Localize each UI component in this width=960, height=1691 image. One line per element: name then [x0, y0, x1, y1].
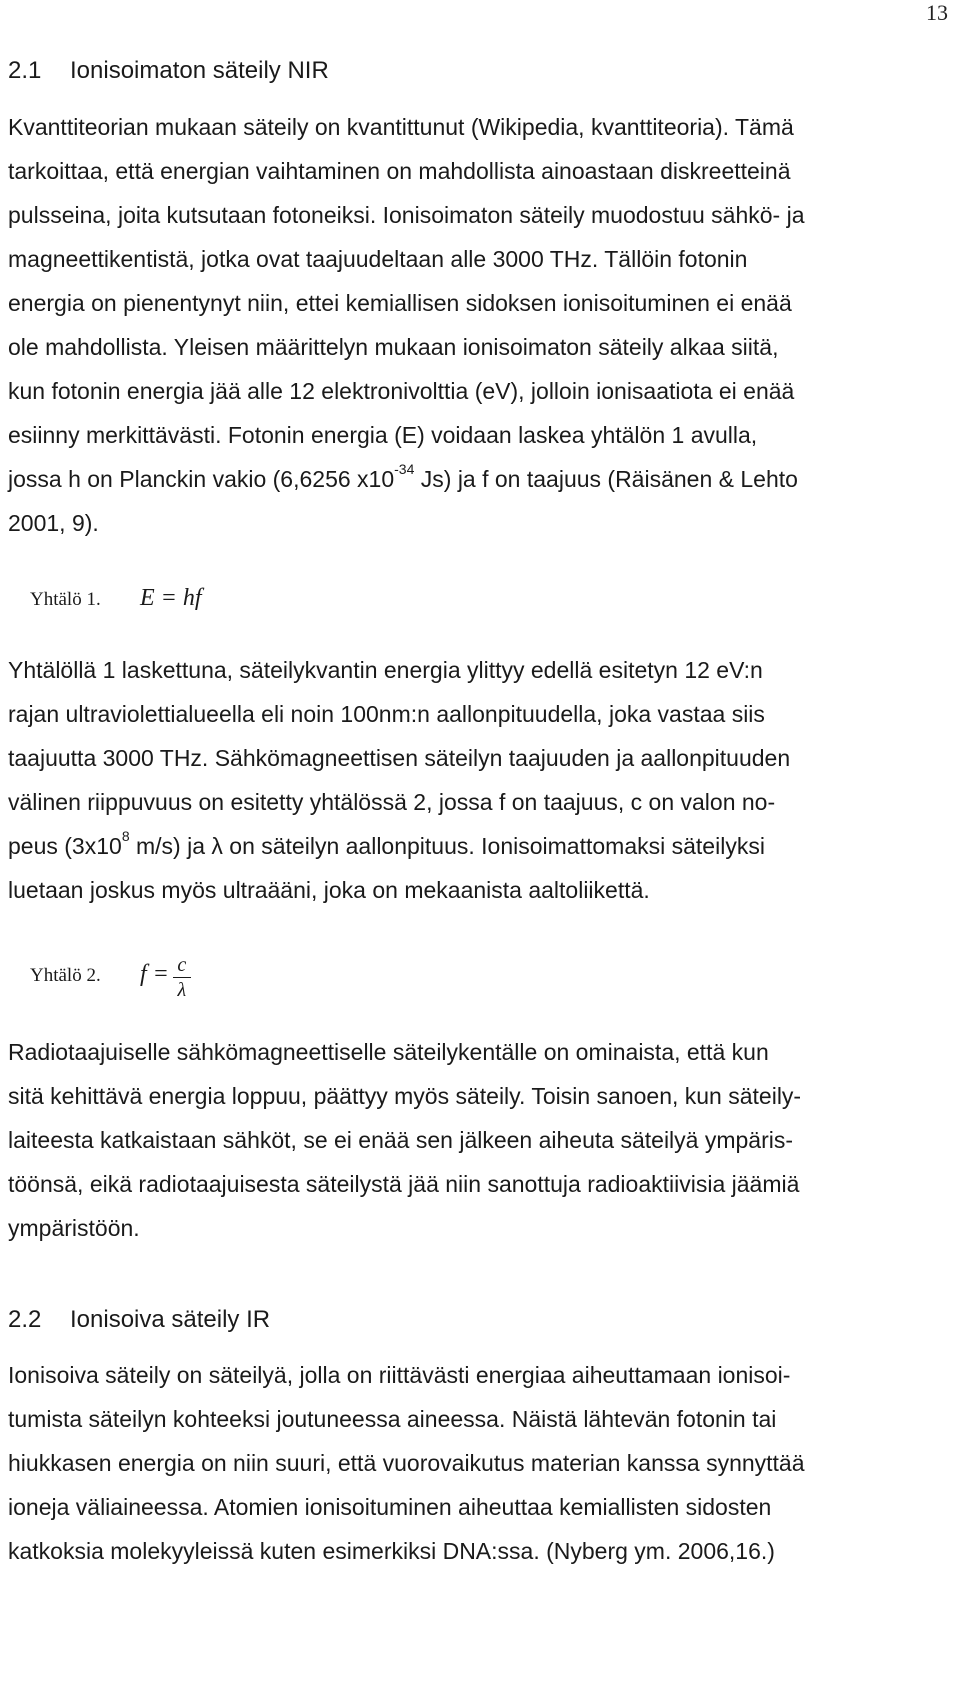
- text-line: ympäristöön.: [8, 1215, 140, 1241]
- text-line: tarkoittaa, että energian vaihtaminen on mahdollista ainoastaan diskreetteinä: [8, 158, 791, 184]
- text-line: taajuutta 3000 THz. Sähkömagneettisen säteilyn taajuuden ja aallonpituuden: [8, 745, 791, 771]
- superscript: -34: [394, 461, 415, 478]
- text-line: Radiotaajuiselle sähkömagneettiselle säteilykentälle on ominaista, että kun: [8, 1039, 769, 1065]
- paragraph-3: [8, 1030, 938, 1250]
- fraction-numerator: c: [177, 954, 187, 976]
- section-heading-2-1: [8, 57, 329, 85]
- paragraph-2: [8, 648, 938, 912]
- text-line: Kvanttiteorian mukaan säteily on kvantittunut (Wikipedia, kvanttiteoria). Tämä: [8, 114, 794, 140]
- equation-fraction: [173, 955, 191, 1000]
- equation-1: [30, 585, 202, 612]
- paragraph-1: [8, 105, 938, 545]
- text-line: [8, 824, 938, 868]
- text-line: hiukkasen energia on niin suuri, että vuorovaikutus materian kanssa synnyttää: [8, 1450, 805, 1476]
- text-line: pulsseina, joita kutsutaan fotoneiksi. Ionisoimaton säteily muodostuu sähkö- ja: [8, 202, 805, 228]
- text-line: töönsä, eikä radiotaajuisesta säteilystä jää niin sanottuja radioaktiivisia jäämiä: [8, 1171, 800, 1197]
- text-line: laiteesta katkaistaan sähköt, se ei enää sen jälkeen aiheuta säteilyä ympäris-: [8, 1127, 794, 1153]
- section-number: 2.2: [8, 1306, 42, 1333]
- equation-2: [30, 955, 191, 1000]
- section-heading-2-2: [8, 1306, 270, 1334]
- text-segment: peus (3x10: [8, 833, 122, 859]
- text-line: rajan ultraviolettialueella eli noin 100nm:n aallonpituudella, joka vastaa siis: [8, 701, 765, 727]
- equation-label: Yhtälö 2.: [30, 965, 101, 987]
- fraction-bar: [173, 977, 191, 978]
- text-line: tumista säteilyn kohteeksi joutuneessa aineessa. Näistä lähtevän fotonin tai: [8, 1406, 777, 1432]
- text-line: energia on pienentynyt niin, ettei kemiallisen sidoksen ionisoituminen ei enää: [8, 290, 792, 316]
- paragraph-4: [8, 1353, 938, 1573]
- text-line: luetaan joskus myös ultraääni, joka on mekaanista aaltoliikettä.: [8, 877, 650, 903]
- text-line: Ionisoiva säteily on säteilyä, jolla on riittävästi energiaa aiheuttamaan ionisoi-: [8, 1362, 791, 1388]
- superscript: 8: [121, 828, 130, 845]
- text-line: ioneja väliaineessa. Atomien ionisoituminen aiheuttaa kemiallisten sidosten: [8, 1494, 772, 1520]
- page-number: 13: [926, 0, 948, 25]
- fraction-denominator: λ: [177, 979, 187, 1001]
- text-line: 2001, 9).: [8, 510, 99, 536]
- text-line: katkoksia molekyyleissä kuten esimerkiksi DNA:ssa. (Nyberg ym. 2006,16.): [8, 1538, 775, 1564]
- text-line: kun fotonin energia jää alle 12 elektronivolttia (eV), jolloin ionisaatiota ei enää: [8, 378, 795, 404]
- text-line: Yhtälöllä 1 laskettuna, säteilykvantin energia ylittyy edellä esitetyn 12 eV:n: [8, 657, 763, 683]
- text-line: välinen riippuvuus on esitetty yhtälössä 2, jossa f on taajuus, c on valon no-: [8, 789, 776, 815]
- equation-formula: E = hf: [140, 585, 202, 611]
- section-number: 2.1: [8, 57, 42, 84]
- text-segment: jossa h on Planckin vakio (6,6256 x10: [8, 466, 395, 492]
- text-line: ole mahdollista. Yleisen määrittelyn mukaan ionisoimaton säteily alkaa siitä,: [8, 334, 779, 360]
- section-title: Ionisoiva säteily IR: [70, 1306, 271, 1333]
- text-line: magneettikentistä, jotka ovat taajuudeltaan alle 3000 THz. Tällöin fotonin: [8, 246, 748, 272]
- text-line: sitä kehittävä energia loppuu, päättyy myös säteily. Toisin sanoen, kun säteily-: [8, 1083, 802, 1109]
- text-segment: Js) ja f on taajuus (Räisänen & Lehto: [414, 466, 798, 492]
- text-segment: m/s) ja λ on säteilyn aallonpituus. Ionisoimattomaksi säteilyksi: [129, 833, 765, 859]
- text-line: [8, 457, 938, 501]
- text-line: esiinny merkittävästi. Fotonin energia (E) voidaan laskea yhtälön 1 avulla,: [8, 422, 758, 448]
- section-title: Ionisoimaton säteily NIR: [70, 57, 329, 84]
- equation-lhs: f =: [140, 961, 169, 988]
- equation-label: Yhtälö 1.: [30, 589, 101, 610]
